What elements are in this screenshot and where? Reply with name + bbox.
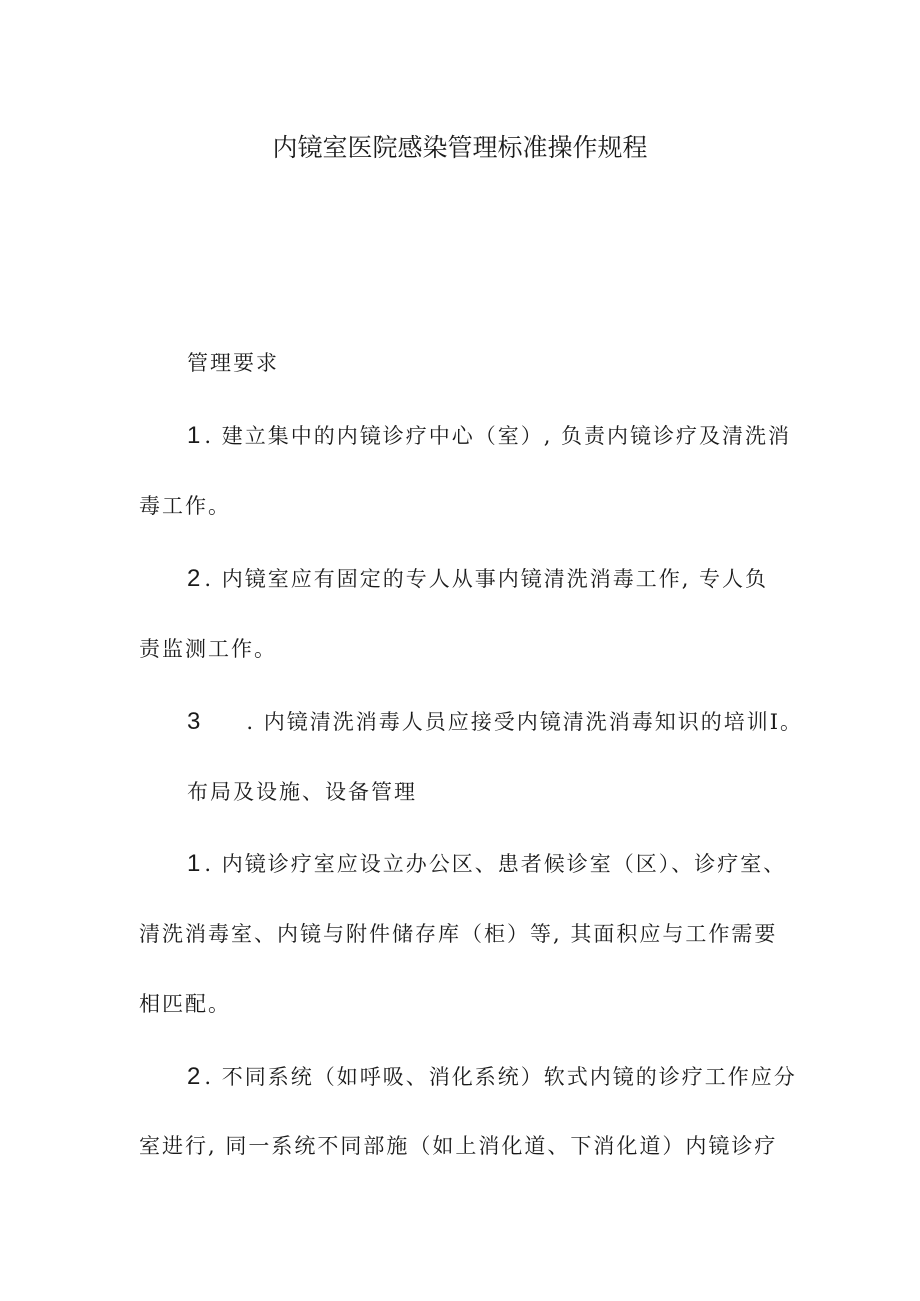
document-title: 内镜室医院感染管理标准操作规程 — [272, 133, 648, 162]
item-text: . 建立集中的内镜诊疗中心（室）, 负责内镜诊疗及清洗消 — [204, 424, 792, 448]
list-item-1-2-line-2: 责监测工作。 — [139, 637, 277, 661]
item-text: . 内镜室应有固定的专人从事内镜清洗消毒工作, 专人负 — [204, 567, 769, 591]
item-number: 2 — [187, 565, 201, 592]
list-item-1-3-line-1 — [187, 706, 803, 736]
item-text: . 不同系统（如呼吸、消化系统）软式内镜的诊疗工作应分 — [204, 1065, 797, 1089]
item-text: . 内镜清洗消毒人员应接受内镜清洗消毒知识的培训I。 — [246, 710, 804, 734]
list-item-2-1-line-1 — [187, 848, 786, 878]
list-item-2-2-line-2: 室进行, 同一系统不同部施（如上消化道、下消化道）内镜诊疗 — [139, 1134, 778, 1158]
section-heading-management: 管理要求 — [187, 351, 279, 375]
item-number: 2 — [187, 1063, 201, 1090]
list-item-1-1-line-1 — [187, 420, 791, 450]
item-number: 1 — [187, 850, 201, 877]
list-item-1-1-line-2: 毒工作。 — [139, 494, 231, 518]
item-number: 1 — [187, 422, 201, 449]
list-item-2-1-line-3: 相匹配。 — [139, 992, 231, 1016]
item-number: 3 — [187, 708, 201, 735]
list-item-2-2-line-1 — [187, 1061, 797, 1091]
list-item-1-2-line-1 — [187, 563, 768, 593]
item-text: . 内镜诊疗室应设立办公区、患者候诊室（区）、诊疗室、 — [204, 852, 787, 876]
section-heading-layout-facilities: 布局及设施、设备管理 — [187, 780, 417, 804]
list-item-2-1-line-2: 清洗消毒室、内镜与附件储存库（柜）等, 其面积应与工作需要 — [139, 922, 778, 946]
